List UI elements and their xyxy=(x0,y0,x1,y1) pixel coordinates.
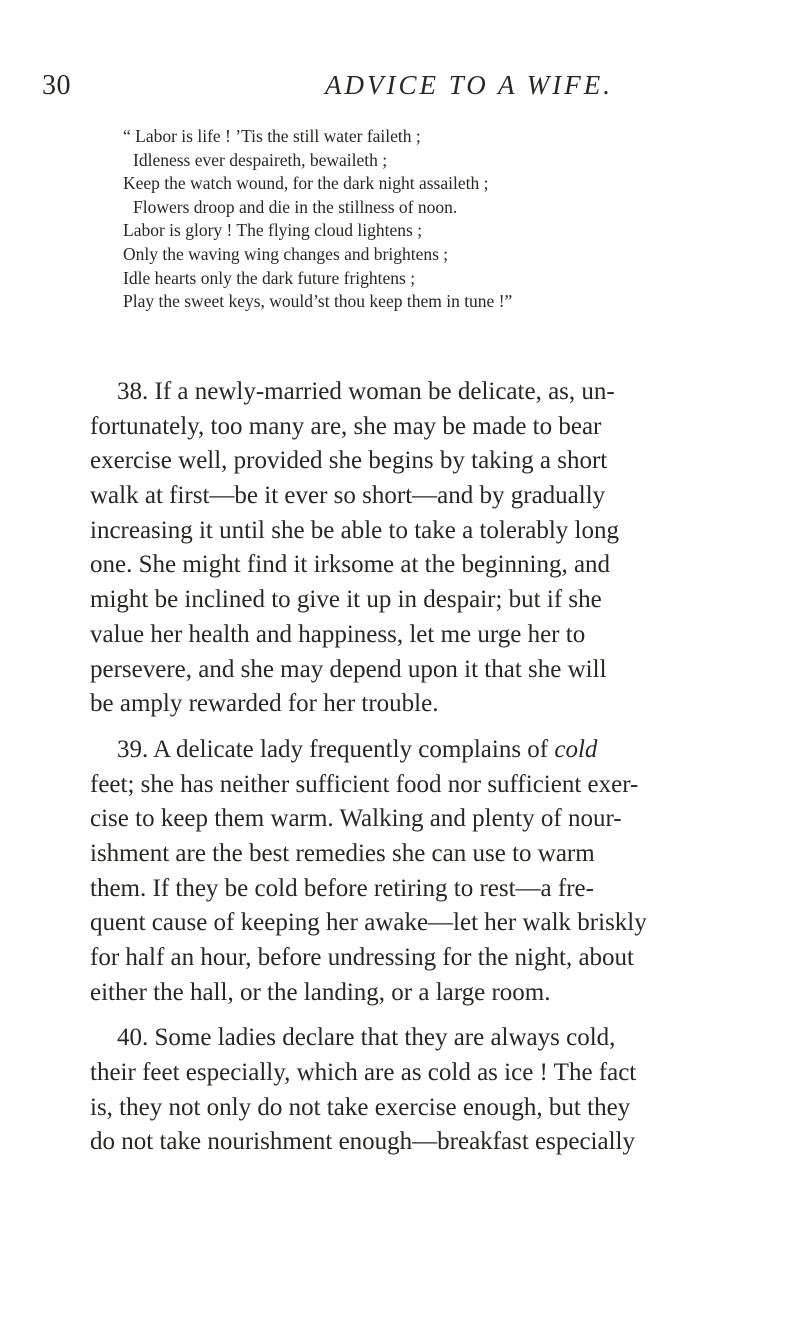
paragraph-text: 39. A delicate lady frequently complains of xyxy=(117,735,549,763)
paragraph-line: their feet especially, which are as cold as ice ! The fact xyxy=(90,1059,637,1087)
paragraph-line: increasing it until she be able to take a tolerably long xyxy=(90,516,620,544)
paragraph-line: value her health and happiness, let me urge her to xyxy=(90,620,586,648)
poem-line: Play the sweet keys, would’st thou keep them in tune !” xyxy=(123,291,513,312)
emphasis-text: cold xyxy=(554,735,598,763)
paragraph-line xyxy=(90,733,770,768)
paragraph-line: do not take nourishment enough—breakfast especially xyxy=(90,1128,635,1156)
paragraph-line: fortunately, too many are, she may be made to bear xyxy=(90,412,602,440)
paragraph-line: is, they not only do not take exercise enough, but they xyxy=(90,1093,631,1121)
paragraph-line: ishment are the best remedies she can use to warm xyxy=(90,839,595,867)
paragraph-line: feet; she has neither sufficient food nor sufficient exer- xyxy=(90,770,639,798)
paragraph-line: quent cause of keeping her awake—let her walk briskly xyxy=(90,909,647,937)
paragraph-39 xyxy=(90,733,770,1011)
poem-line: Idleness ever despaireth, bewaileth ; xyxy=(133,149,388,170)
paragraph-line: one. She might find it irksome at the beginning, and xyxy=(90,551,611,579)
paragraph-line: exercise well, provided she begins by taking a short xyxy=(90,447,608,475)
body-text xyxy=(90,375,770,1171)
poem-line: Keep the watch wound, for the dark night assaileth ; xyxy=(123,173,489,194)
paragraph-line: be amply rewarded for her trouble. xyxy=(90,690,439,718)
paragraph-line: for half an hour, before undressing for the night, about xyxy=(90,944,634,971)
poem-line: Idle hearts only the dark future frightens ; xyxy=(123,267,416,288)
page-header xyxy=(42,70,762,110)
paragraph-40 xyxy=(90,1021,770,1160)
paragraph-line: persevere, and she may depend upon it that she will xyxy=(90,655,607,683)
paragraph-line: 40. Some ladies declare that they are always cold, xyxy=(117,1024,616,1052)
poem-line: Only the waving wing changes and brightens ; xyxy=(123,243,449,264)
running-head: ADVICE TO A WIFE. xyxy=(325,70,613,100)
paragraph-38 xyxy=(90,375,770,722)
paragraph-line: either the hall, or the landing, or a large room. xyxy=(90,978,551,1006)
poem-line: “ Labor is life ! ’Tis the still water faileth ; xyxy=(123,126,421,146)
poem-line: Labor is glory ! The flying cloud lightens ; xyxy=(123,220,423,241)
poem-line: Flowers droop and die in the stillness of noon. xyxy=(133,196,458,217)
poem-block xyxy=(123,125,763,314)
page-number: 30 xyxy=(42,70,71,101)
paragraph-line: might be inclined to give it up in despair; but if she xyxy=(90,586,602,614)
paragraph-line: them. If they be cold before retiring to rest—a fre- xyxy=(90,874,594,902)
paragraph-line: cise to keep them warm. Walking and plenty of nour- xyxy=(90,805,622,833)
paragraph-line: walk at first—be it ever so short—and by gradually xyxy=(90,482,606,510)
paragraph-line: 38. If a newly-married woman be delicate, as, un- xyxy=(117,378,615,405)
